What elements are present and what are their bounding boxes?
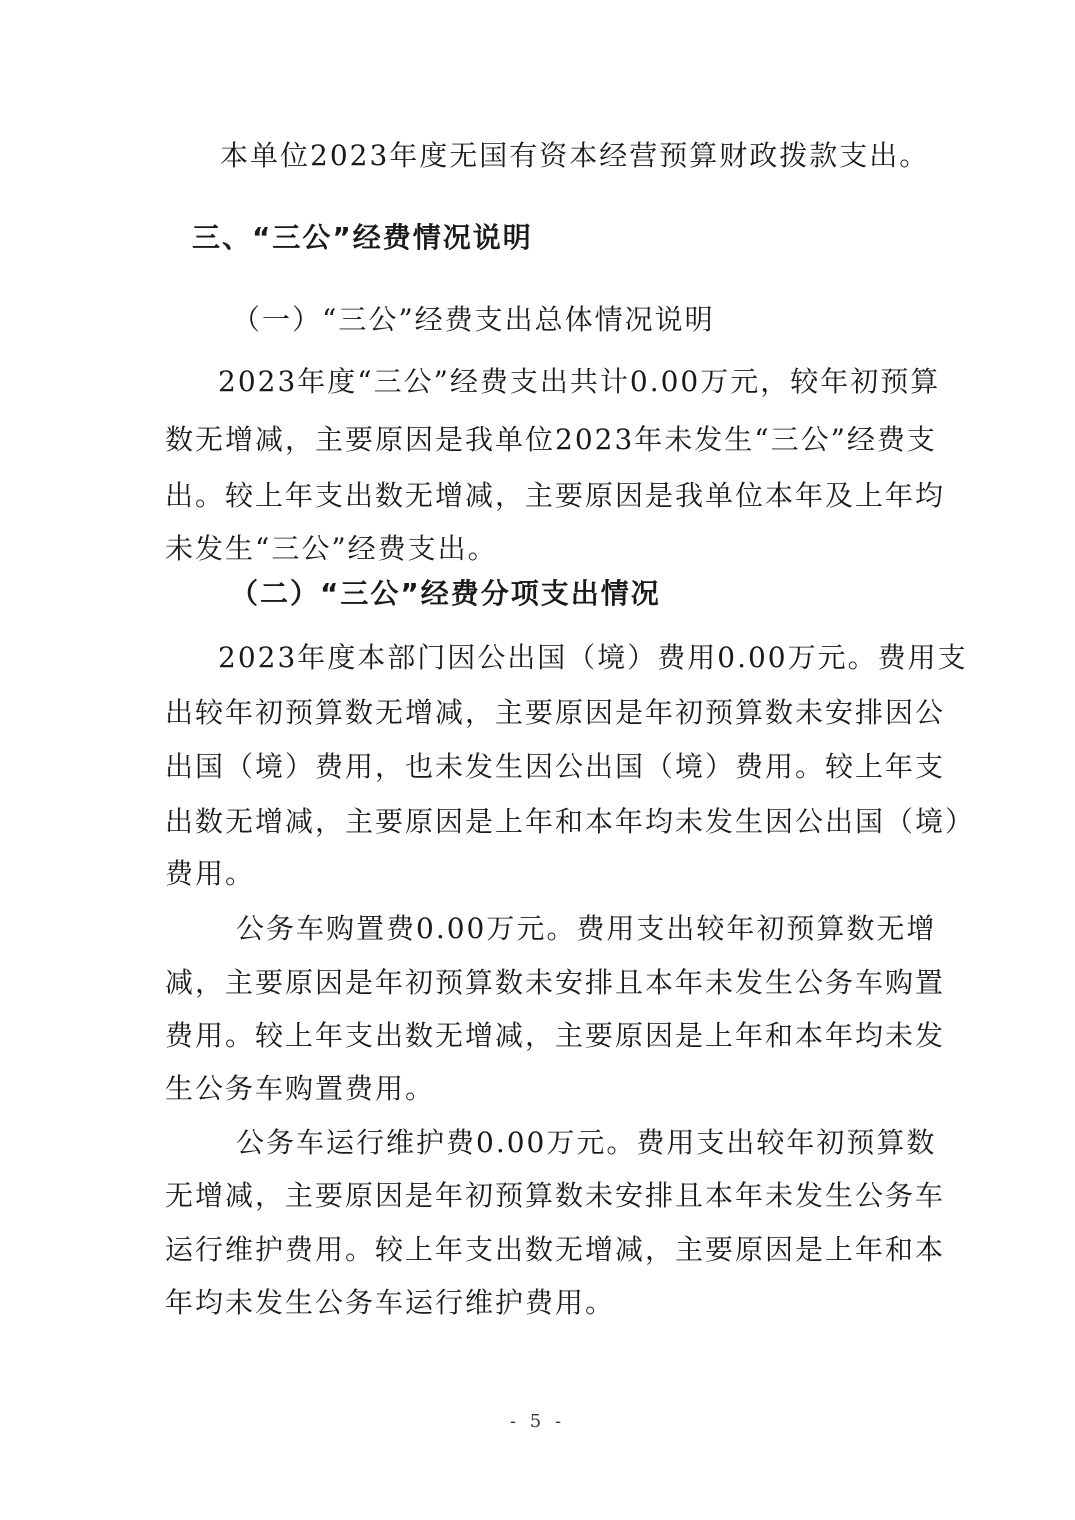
- subsection-heading: （二）“三公”经费分项支出情况: [230, 577, 661, 610]
- paragraph-line: 生公务车购置费用。: [165, 1072, 436, 1105]
- paragraph-line: 运行维护费用。较上年支出数无增减，主要原因是上年和本: [165, 1233, 946, 1266]
- paragraph-line: 年均未发生公务车运行维护费用。: [165, 1286, 616, 1319]
- paragraph-line: 出国（境）费用，也未发生因公出国（境）费用。较上年支: [165, 750, 946, 783]
- page-number: - 5 -: [509, 1411, 566, 1432]
- paragraph-line: 公务车购置费0.00万元。费用支出较年初预算数无增: [236, 912, 937, 945]
- paragraph-line: 本单位2023年度无国有资本经营预算财政拨款支出。: [220, 139, 930, 172]
- paragraph-line: 公务车运行维护费0.00万元。费用支出较年初预算数: [236, 1126, 937, 1159]
- paragraph-line: 减，主要原因是年初预算数未安排且本年未发生公务车购置: [165, 966, 946, 999]
- subsection-heading: （一）“三公”经费支出总体情况说明: [232, 303, 715, 336]
- paragraph-line: 数无增减，主要原因是我单位2023年未发生“三公”经费支: [165, 423, 937, 456]
- paragraph-line: 未发生“三公”经费支出。: [165, 532, 498, 565]
- paragraph-line: 费用。较上年支出数无增减，主要原因是上年和本年均未发: [165, 1019, 946, 1052]
- paragraph-line: 2023年度本部门因公出国（境）费用0.00万元。费用支: [218, 641, 968, 674]
- paragraph-line: 出较年初预算数无增减，主要原因是年初预算数未安排因公: [165, 696, 946, 729]
- paragraph-line: 费用。: [165, 857, 256, 890]
- paragraph-line: 出数无增减，主要原因是上年和本年均未发生因公出国（境）: [165, 805, 976, 838]
- paragraph-line: 2023年度“三公”经费支出共计0.00万元，较年初预算: [218, 365, 941, 398]
- paragraph-line: 出。较上年支出数无增减，主要原因是我单位本年及上年均: [165, 479, 946, 512]
- section-heading: 三、“三公”经费情况说明: [192, 221, 533, 254]
- paragraph-line: 无增减，主要原因是年初预算数未安排且本年未发生公务车: [165, 1179, 946, 1212]
